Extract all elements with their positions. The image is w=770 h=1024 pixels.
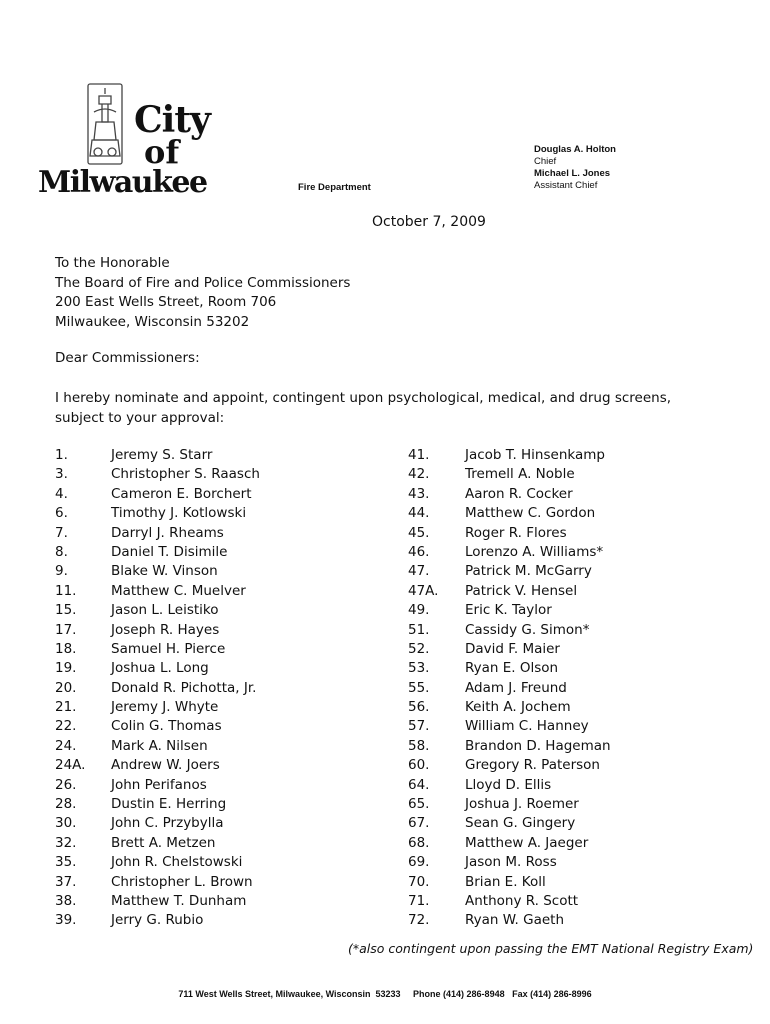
- nominee-row: [408, 621, 611, 640]
- nominee-number: 18.: [55, 640, 77, 657]
- nominee-name: Matthew C. Gordon: [465, 505, 596, 522]
- assistant-chief-name: Michael L. Jones: [534, 168, 611, 179]
- nominee-number: 41.: [408, 447, 430, 463]
- nominee-row: [55, 698, 260, 717]
- nominee-number: 56.: [408, 699, 430, 716]
- nominee-row: [55, 892, 260, 911]
- nominee-row: [55, 776, 260, 795]
- nominee-row: [408, 795, 611, 814]
- nominee-number: 8.: [55, 543, 68, 560]
- nominee-number: 71.: [408, 892, 430, 909]
- nominee-name: Jacob T. Hinsenkamp: [465, 447, 605, 463]
- nominee-number: 58.: [408, 737, 430, 754]
- nominee-name: Lorenzo A. Williams*: [465, 543, 604, 560]
- city-hall-emblem-icon: [82, 82, 128, 166]
- nominee-number: 55.: [408, 679, 430, 696]
- nominee-row: [55, 814, 260, 833]
- nominee-row: [408, 640, 611, 659]
- nominee-name: Aaron R. Cocker: [465, 485, 573, 502]
- nominee-list-left: [55, 446, 260, 931]
- nominee-name: Eric K. Taylor: [465, 602, 552, 619]
- nominee-row: [55, 834, 260, 853]
- address-line: 200 East Wells Street, Room 706: [55, 294, 277, 310]
- nominee-name: Cassidy G. Simon*: [465, 621, 590, 638]
- nominee-name: Matthew T. Dunham: [111, 892, 247, 909]
- emt-footnote: (*also contingent upon passing the EMT National Registry Exam): [348, 941, 754, 956]
- nominee-number: 52.: [408, 640, 430, 657]
- nominee-row: [55, 756, 260, 775]
- logo-milwaukee-text: Milwaukee: [38, 165, 207, 200]
- nominee-number: 24A.: [55, 757, 86, 774]
- nominee-number: 70.: [408, 873, 430, 890]
- nominee-row: [408, 504, 611, 523]
- nominee-number: 51.: [408, 621, 430, 638]
- nominee-name: Patrick M. McGarry: [465, 563, 592, 580]
- nominee-name: Timothy J. Kotlowski: [111, 505, 247, 522]
- nominee-row: [408, 756, 611, 775]
- nominee-name: John Perifanos: [111, 776, 207, 793]
- logo-city-text: City: [134, 99, 210, 141]
- nominee-row: [55, 853, 260, 872]
- nominee-number: 64.: [408, 776, 430, 793]
- nominee-row: [55, 640, 260, 659]
- nominee-name: Jerry G. Rubio: [111, 912, 204, 929]
- nominee-number: 11.: [55, 582, 77, 599]
- nominee-row: [408, 853, 611, 872]
- nominee-row: [408, 834, 611, 853]
- nominee-name: Jeremy J. Whyte: [111, 699, 219, 716]
- nominee-number: 32.: [55, 834, 77, 851]
- nominee-row: [55, 621, 260, 640]
- nominee-number: 26.: [55, 776, 77, 793]
- nominee-number: 39.: [55, 912, 77, 929]
- nominee-name: Christopher L. Brown: [111, 873, 253, 890]
- nominee-name: Christopher S. Raasch: [111, 466, 260, 483]
- nominee-name: Patrick V. Hensel: [465, 582, 578, 599]
- nominee-number: 30.: [55, 815, 77, 832]
- nominee-number: 42.: [408, 466, 430, 483]
- nominee-row: [55, 524, 260, 543]
- nominee-row: [408, 601, 611, 620]
- nominee-number: 46.: [408, 543, 430, 560]
- nominee-number: 37.: [55, 873, 77, 890]
- nominee-row: [55, 795, 260, 814]
- nominee-row: [408, 659, 611, 678]
- nominee-number: 44.: [408, 505, 430, 522]
- assistant-chief-title: Assistant Chief: [534, 180, 598, 191]
- nominee-row: [55, 504, 260, 523]
- nominee-name: Adam J. Freund: [465, 679, 567, 696]
- nominee-row: [55, 737, 260, 756]
- logo-of-text: of: [144, 133, 180, 171]
- nominee-number: 17.: [55, 621, 77, 638]
- nominee-row: [55, 562, 260, 581]
- nominee-number: 43.: [408, 485, 430, 502]
- nominee-row: [408, 679, 611, 698]
- nominee-number: 49.: [408, 602, 430, 619]
- nominee-row: [408, 485, 611, 504]
- nominee-number: 1.: [55, 447, 68, 463]
- nominee-number: 21.: [55, 699, 77, 716]
- nominee-row: [408, 892, 611, 911]
- nominee-name: Brandon D. Hageman: [465, 737, 611, 754]
- nominee-name: Matthew A. Jaeger: [465, 834, 589, 851]
- nominee-name: Jeremy S. Starr: [111, 447, 213, 463]
- nominee-number: 47A.: [408, 582, 439, 599]
- nominee-name: John C. Przybylla: [111, 815, 224, 832]
- nominee-name: Blake W. Vinson: [111, 563, 218, 580]
- city-logo: [38, 82, 208, 200]
- nominee-row: [55, 543, 260, 562]
- nominee-name: Darryl J. Rheams: [111, 524, 224, 541]
- nominee-name: Ryan E. Olson: [465, 660, 559, 677]
- nominee-name: Brian E. Koll: [465, 873, 546, 890]
- nominee-row: [408, 873, 611, 892]
- nominee-number: 35.: [55, 854, 77, 871]
- nominee-name: Jason M. Ross: [465, 854, 557, 871]
- nominee-name: Anthony R. Scott: [465, 892, 579, 909]
- nominee-number: 45.: [408, 524, 430, 541]
- nominee-name: Cameron E. Borchert: [111, 485, 252, 502]
- nominee-row: [408, 911, 611, 930]
- nominee-number: 65.: [408, 796, 430, 813]
- nominee-row: [408, 524, 611, 543]
- nominee-row: [55, 717, 260, 736]
- nominee-row: [408, 562, 611, 581]
- nominee-name: Donald R. Pichotta, Jr.: [111, 679, 257, 696]
- nominee-row: [408, 814, 611, 833]
- nominee-name: Ryan W. Gaeth: [465, 912, 565, 929]
- footer-contact: 711 West Wells Street, Milwaukee, Wisconsin 53233 Phone (414) 286-8948 Fax (414) 286-8996: [178, 989, 592, 999]
- letter-date: October 7, 2009: [372, 214, 486, 230]
- nominee-number: 4.: [55, 485, 68, 502]
- nominee-row: [55, 911, 260, 930]
- nominee-row: [55, 465, 260, 484]
- nominee-name: Jason L. Leistiko: [111, 602, 219, 619]
- nominee-row: [55, 679, 260, 698]
- nominee-name: Matthew C. Muelver: [111, 582, 246, 599]
- nominee-number: 24.: [55, 737, 77, 754]
- nominee-number: 19.: [55, 660, 77, 677]
- nominee-name: Brett A. Metzen: [111, 834, 216, 851]
- nominee-number: 57.: [408, 718, 430, 735]
- nominee-name: Lloyd D. Ellis: [465, 776, 552, 793]
- nominee-name: William C. Hanney: [465, 718, 589, 735]
- nominee-row: [408, 737, 611, 756]
- officers-block: [534, 144, 616, 192]
- nominee-name: Joshua J. Roemer: [465, 796, 579, 813]
- nominee-number: 28.: [55, 796, 77, 813]
- address-line: Milwaukee, Wisconsin 53202: [55, 313, 250, 330]
- department-name: Fire Department: [298, 182, 371, 193]
- nominee-number: 60.: [408, 757, 430, 774]
- salutation: Dear Commissioners:: [55, 350, 200, 366]
- nominee-name: Roger R. Flores: [465, 524, 567, 541]
- nominee-number: 68.: [408, 834, 430, 851]
- nominee-name: David F. Maier: [465, 640, 560, 657]
- nominee-name: Andrew W. Joers: [111, 757, 220, 774]
- nominee-row: [408, 543, 611, 562]
- nominee-number: 6.: [55, 505, 68, 522]
- intro-paragraph: I hereby nominate and appoint, contingent upon psychological, medical, and drug screens, subject to your approval:: [55, 390, 672, 426]
- nominee-row: [55, 601, 260, 620]
- address-line: The Board of Fire and Police Commissioners: [55, 274, 351, 291]
- nominee-row: [408, 465, 611, 484]
- nominee-name: Mark A. Nilsen: [111, 737, 208, 754]
- nominee-row: [408, 698, 611, 717]
- nominee-name: Sean G. Gingery: [465, 815, 576, 832]
- nominee-number: 7.: [55, 524, 68, 541]
- nominee-name: Samuel H. Pierce: [111, 640, 226, 657]
- nominee-name: Dustin E. Herring: [111, 796, 227, 813]
- nominee-row: [55, 446, 260, 465]
- nominee-row: [55, 485, 260, 504]
- nominee-name: Daniel T. Disimile: [111, 543, 228, 560]
- nominee-number: 22.: [55, 718, 77, 735]
- nominee-number: 15.: [55, 602, 77, 619]
- nominee-name: Tremell A. Noble: [465, 466, 575, 483]
- nominee-name: Colin G. Thomas: [111, 718, 222, 735]
- nominee-number: 72.: [408, 912, 430, 929]
- nominee-row: [408, 776, 611, 795]
- address-line: To the Honorable: [55, 255, 170, 271]
- chief-name: Douglas A. Holton: [534, 144, 616, 155]
- recipient-address: [55, 254, 350, 332]
- nominee-list-right: [408, 446, 611, 931]
- nominee-row: [55, 659, 260, 678]
- nominee-name: John R. Chelstowski: [111, 854, 243, 871]
- nominee-name: Joshua L. Long: [111, 660, 209, 677]
- nominee-row: [55, 582, 260, 601]
- nominee-number: 9.: [55, 563, 68, 580]
- nominee-row: [408, 446, 611, 465]
- nominee-number: 47.: [408, 563, 430, 580]
- nominee-name: Gregory R. Paterson: [465, 757, 600, 774]
- nominee-number: 20.: [55, 679, 77, 696]
- nominee-number: 53.: [408, 660, 430, 677]
- nominee-name: Joseph R. Hayes: [111, 621, 220, 638]
- nominee-name: Keith A. Jochem: [465, 699, 571, 716]
- chief-title: Chief: [534, 156, 557, 167]
- nominee-row: [408, 717, 611, 736]
- nominee-row: [408, 582, 611, 601]
- nominee-number: 67.: [408, 815, 430, 832]
- nominee-number: 38.: [55, 892, 77, 909]
- nominee-number: 3.: [55, 466, 68, 483]
- nominee-row: [55, 873, 260, 892]
- nominee-number: 69.: [408, 854, 430, 871]
